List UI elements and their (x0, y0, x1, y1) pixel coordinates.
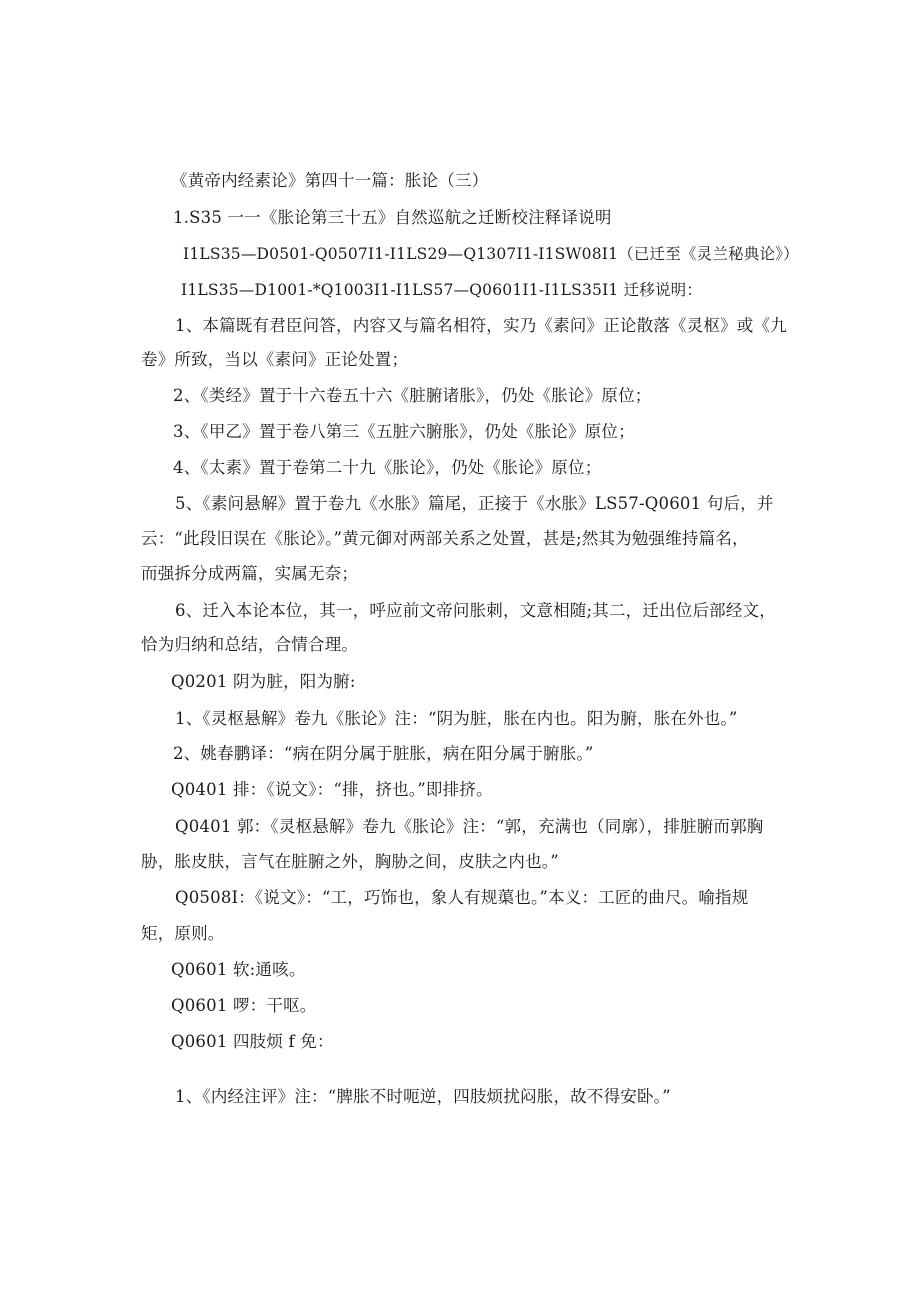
paragraph-line: 2、姚春鹏译：“病在阴分属于脏胀，病在阳分属于腑胀。” (173, 744, 594, 763)
term-heading: Q0201 阴为脏，阳为腑: (171, 672, 356, 691)
paragraph-line: Q0508I：《说文》：“工，巧饰也，象人有规蕖也。”本义：工匠的曲尺。喻指规 (175, 888, 749, 907)
term-heading: Q0401 排：《说文》：“排，挤也。”即排挤。 (171, 780, 493, 799)
paragraph-line: 卷》所致，当以《素问》正论处置； (141, 350, 409, 369)
paragraph-line: 6、迁入本论本位，其一，呼应前文帝问胀刺，文意相随;其二，迁出位后部经文， (175, 601, 776, 620)
paragraph-line: 1、本篇既有君臣问答，内容又与篇名相符，实乃《素问》正论散落《灵枢》或《九 (175, 316, 787, 335)
paragraph-line: 恰为归纳和总结，合情合理。 (141, 635, 359, 654)
paragraph-line: 2、《类经》置于十六卷五十六《脏腑诸胀》，仍处《胀论》原位； (173, 386, 652, 405)
paragraph-line: Q0401 郭：《灵枢悬解》卷九《胀论》注：“郭，充满也（同廓），排脏腑而郭胸 (175, 817, 764, 836)
paragraph-line: 胁，胀皮肤，言气在脏腑之外，胸胁之间，皮肤之内也。” (141, 852, 559, 871)
paragraph-line: 云：“此段旧误在《胀论》。”黄元御对两部关系之处置，甚是;然其为勉强维持篇名， (141, 529, 749, 548)
paragraph-line: 3、《甲乙》置于卷八第三《五脏六腑胀》，仍处《胀论》原位； (173, 422, 635, 441)
paragraph-line: 而强拆分成两篇，实属无奈； (141, 564, 359, 583)
paragraph-line: 1、《内经注评》注：“脾胀不时呃逆，四肢烦扰闷胀，故不得安卧。” (175, 1087, 671, 1106)
term-heading: Q0601 啰：干呕。 (171, 996, 317, 1015)
section-heading: 1.S35 一一《胀论第三十五》自然巡航之迁断校注释译说明 (173, 208, 612, 227)
code-line: I1LS35—D0501-Q0507I1-I1LS29—Q1307I1-I1SW08I1（已迁至《灵兰秘典论》） (183, 245, 799, 263)
term-heading: Q0601 软:通咳。 (171, 960, 306, 979)
page-title: 《黄帝内经素论》第四十一篇：胀论（三） (171, 171, 489, 190)
code-line: I1LS35—D1001-*Q1003I1-I1LS57—Q0601I1-I1LS35I1 迁移说明： (181, 281, 703, 299)
paragraph-line: 4、《太素》置于卷第二十九《胀论》，仍处《胀论》原位； (173, 458, 602, 477)
paragraph-line: 矩，原则。 (141, 924, 225, 943)
paragraph-line: 5、《素问悬解》置于卷九《水胀》篇尾，正接于《水胀》LS57-Q0601 句后，并 (175, 494, 774, 513)
term-heading: Q0601 四肢烦 f 免： (171, 1032, 334, 1051)
paragraph-line: 1、《灵枢悬解》卷九《胀论》注：“阴为脏，胀在内也。阳为腑，胀在外也。” (175, 709, 738, 728)
